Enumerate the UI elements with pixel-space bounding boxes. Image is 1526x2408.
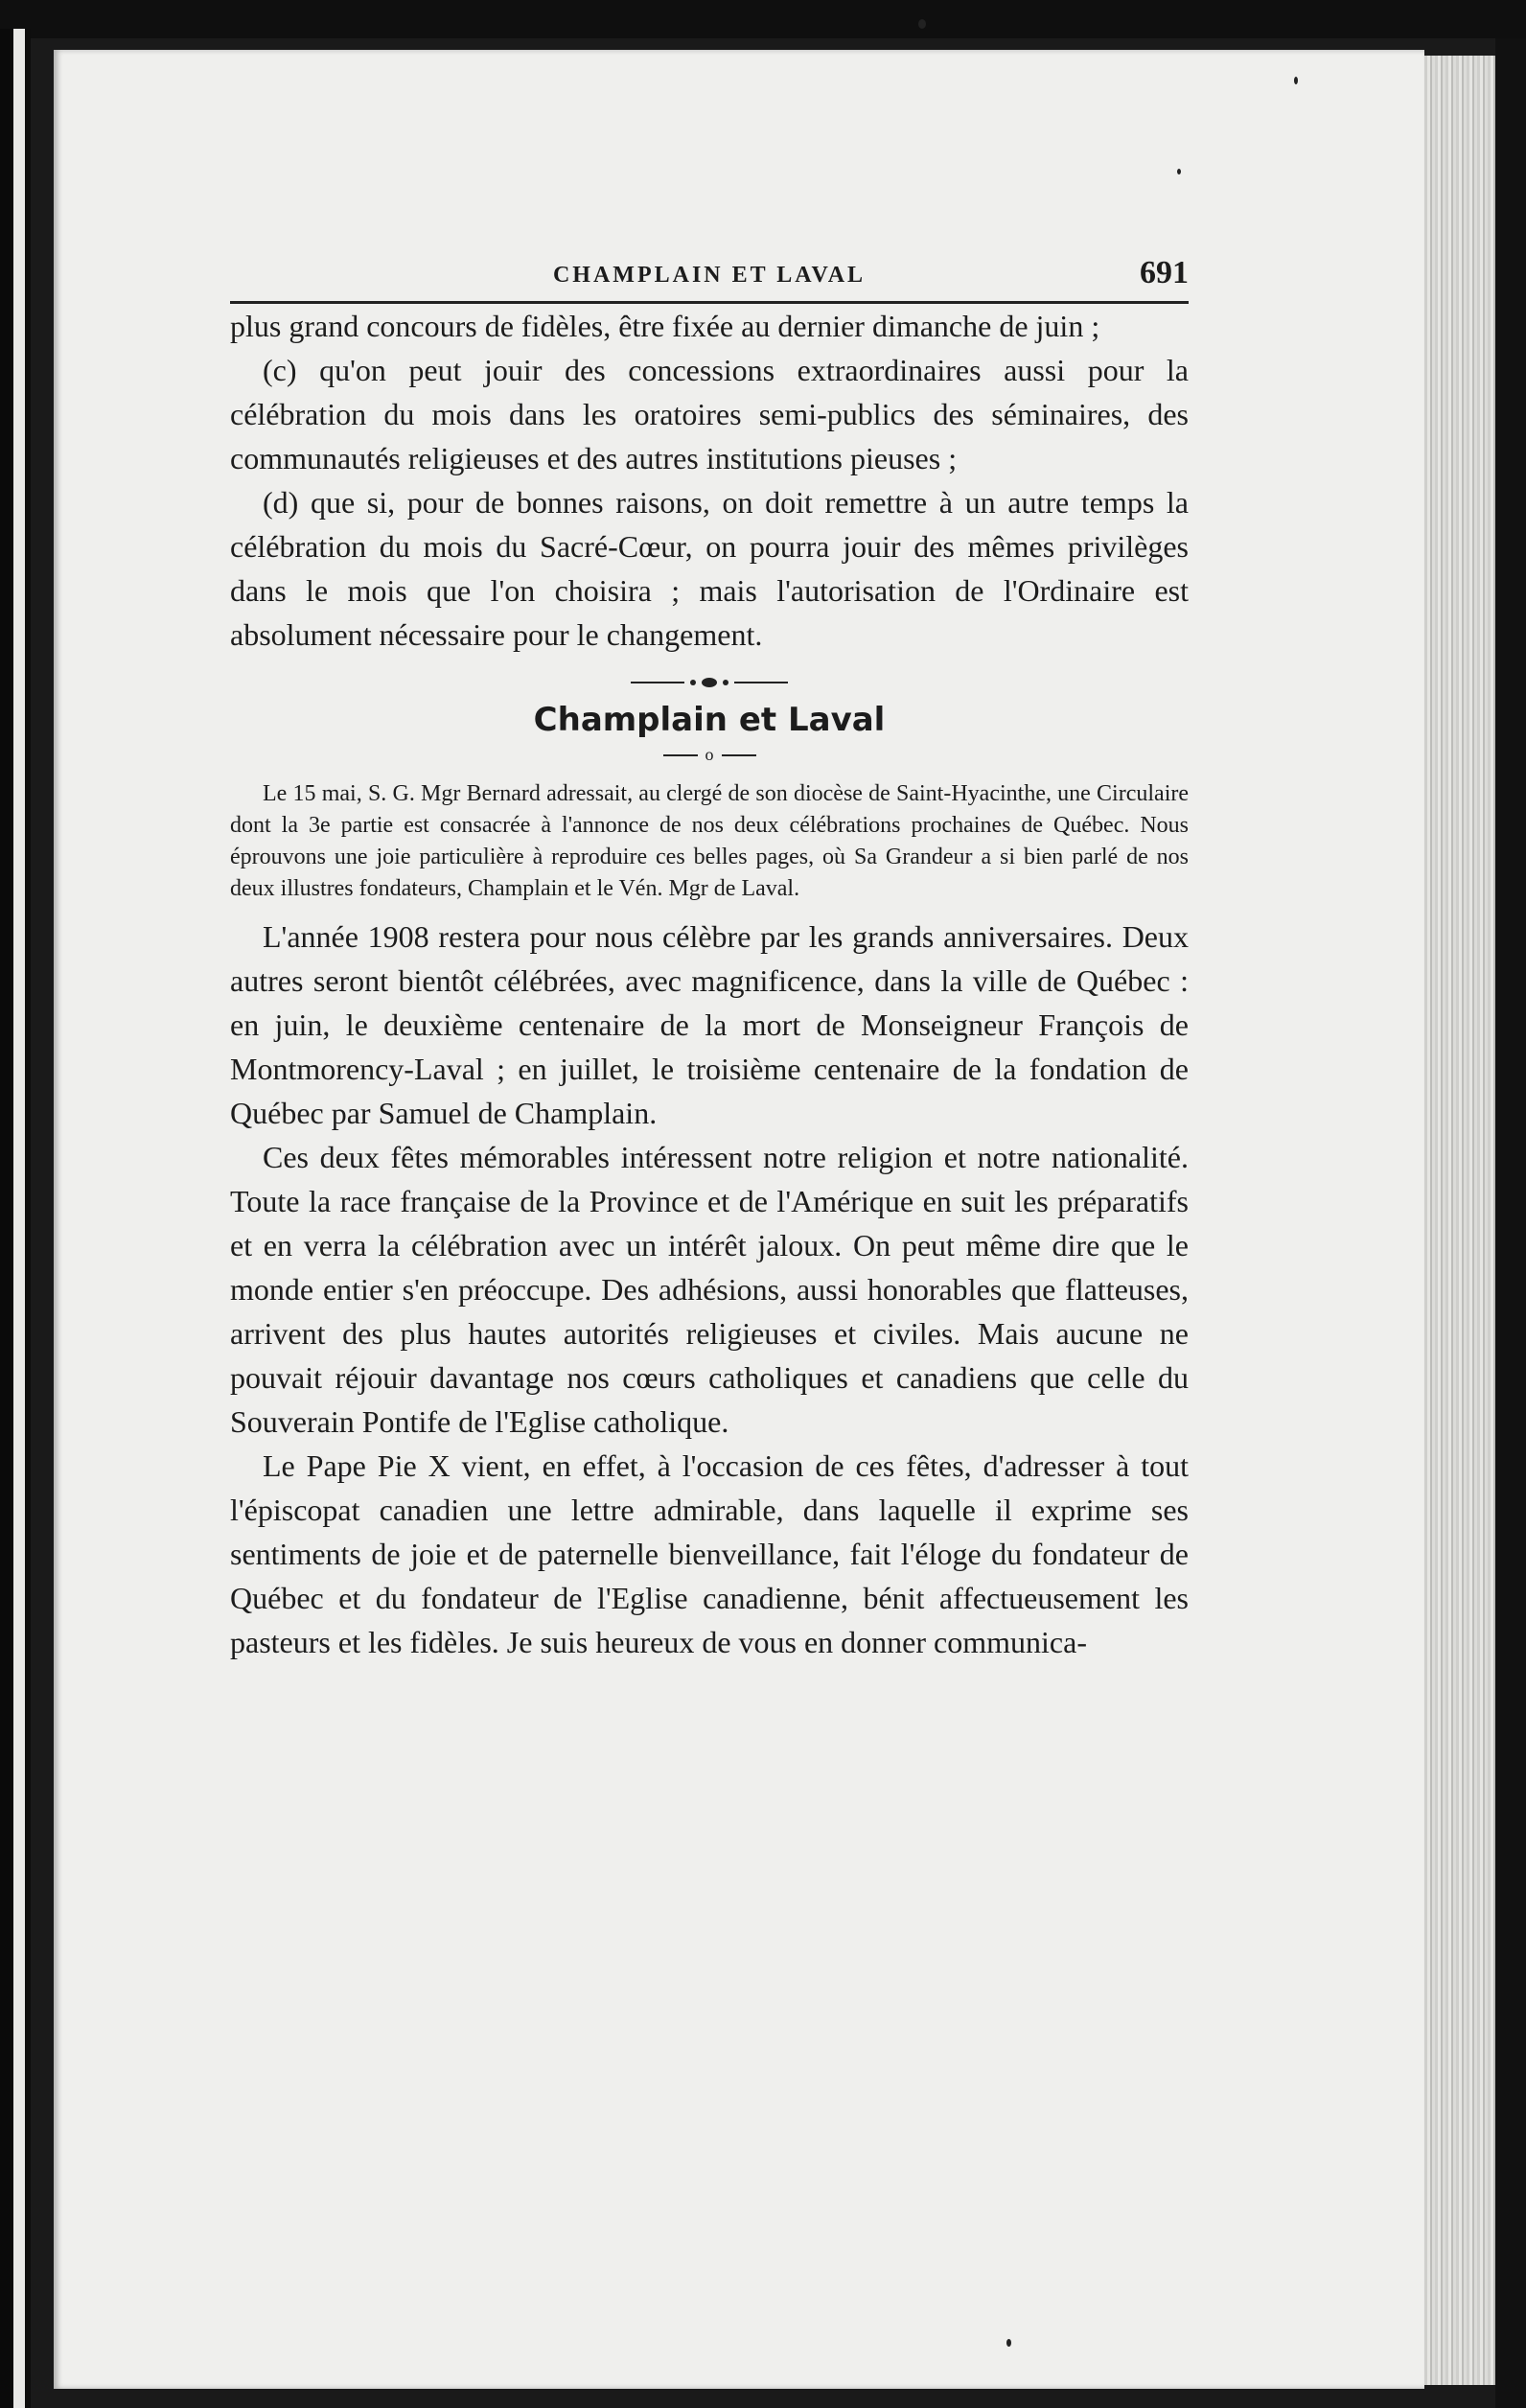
section-paragraph: Ces deux fêtes mémorables intéressent notre religion et notre nationalité. Toute la race française de la Province et de l'Amérique en suit les préparatifs et en verra la célébration avec un intérêt jaloux. On peut même dire que le monde entier s'en préoccupe. Des adhésions, aussi honorables que flatteuses, arrivent des plus hautes autorités religieuses et civiles. Mais aucune ne pouvait réjouir davantage nos cœurs catholiques et canadiens que celle du Souverain Pontife de l'Eglise catholique.	[230, 1140, 1189, 1439]
scan-speck	[1294, 77, 1298, 84]
section-paragraph: Le Pape Pie X vient, en effet, à l'occasion de ces fêtes, d'adresser à tout l'épiscopat canadien une lettre admirable, dans laquelle il exprime ses sentiments de joie et de paternelle bienveillance, fait l'éloge du fondateur de Québec et du fondateur de l'Eglise canadienne, bénit affectueusement les pasteurs et les fidèles. Je suis heureux de vous en donner communica-	[230, 1448, 1189, 1659]
scan-speck	[1006, 2339, 1011, 2347]
scan-top-border	[0, 0, 1526, 38]
section-paragraph: L'année 1908 restera pour nous célèbre par les grands anniversaires. Deux autres seront bientôt célébrées, avec magnificence, dans la ville de Québec : en juin, le deuxième centenaire de la mort de Monseigneur François de Montmorency-Laval ; en juillet, le troisième centenaire de la fondation de Québec par Samuel de Champlain.	[230, 919, 1189, 1130]
section-intro-note: Le 15 mai, S. G. Mgr Bernard adressait, au clergé de son diocèse de Saint-Hyacinthe, une Circulaire dont la 3e partie est consacrée à l'annonce de nos deux célébrations prochaines de Québec. Nous éprouvons une joie particulière à reproduire ces belles pages, où Sa Grandeur a si bien parlé de nos deux illustres fondateurs, Champlain et le Vén. Mgr de Laval.	[230, 781, 1189, 901]
paragraph-item-d: (d) que si, pour de bonnes raisons, on doit remettre à un autre temps la célébration du mois du Sacré-Cœur, on pourra jouir des mêmes privilèges dans le mois que l'on choisira ; mais l'autorisation de l'Ordinaire est absolument nécessaire pour le changement.	[230, 485, 1189, 652]
scan-right-border	[1495, 38, 1526, 2408]
section-ornament	[230, 678, 1189, 687]
scan-speck	[1177, 169, 1181, 174]
previous-page-edge	[0, 29, 31, 2408]
running-title: CHAMPLAIN ET LAVAL	[552, 263, 867, 288]
page-content	[230, 255, 1189, 1664]
scan-speck	[918, 19, 926, 29]
page-number: 691	[1140, 255, 1189, 290]
paragraph-continued: plus grand concours de fidèles, être fixée au dernier dimanche de juin ;	[230, 309, 1100, 343]
running-header	[230, 255, 1189, 304]
paragraph-item-c: (c) qu'on peut jouir des concessions extraordinaires aussi pour la célébration du mois dans les oratoires semi-publics des séminaires, des communautés religieuses et des autres institutions pieuses ;	[230, 353, 1189, 475]
page-stack-edges	[1424, 56, 1495, 2385]
section-title: Champlain et Laval	[533, 701, 886, 739]
section-subrule: o	[230, 745, 1189, 765]
